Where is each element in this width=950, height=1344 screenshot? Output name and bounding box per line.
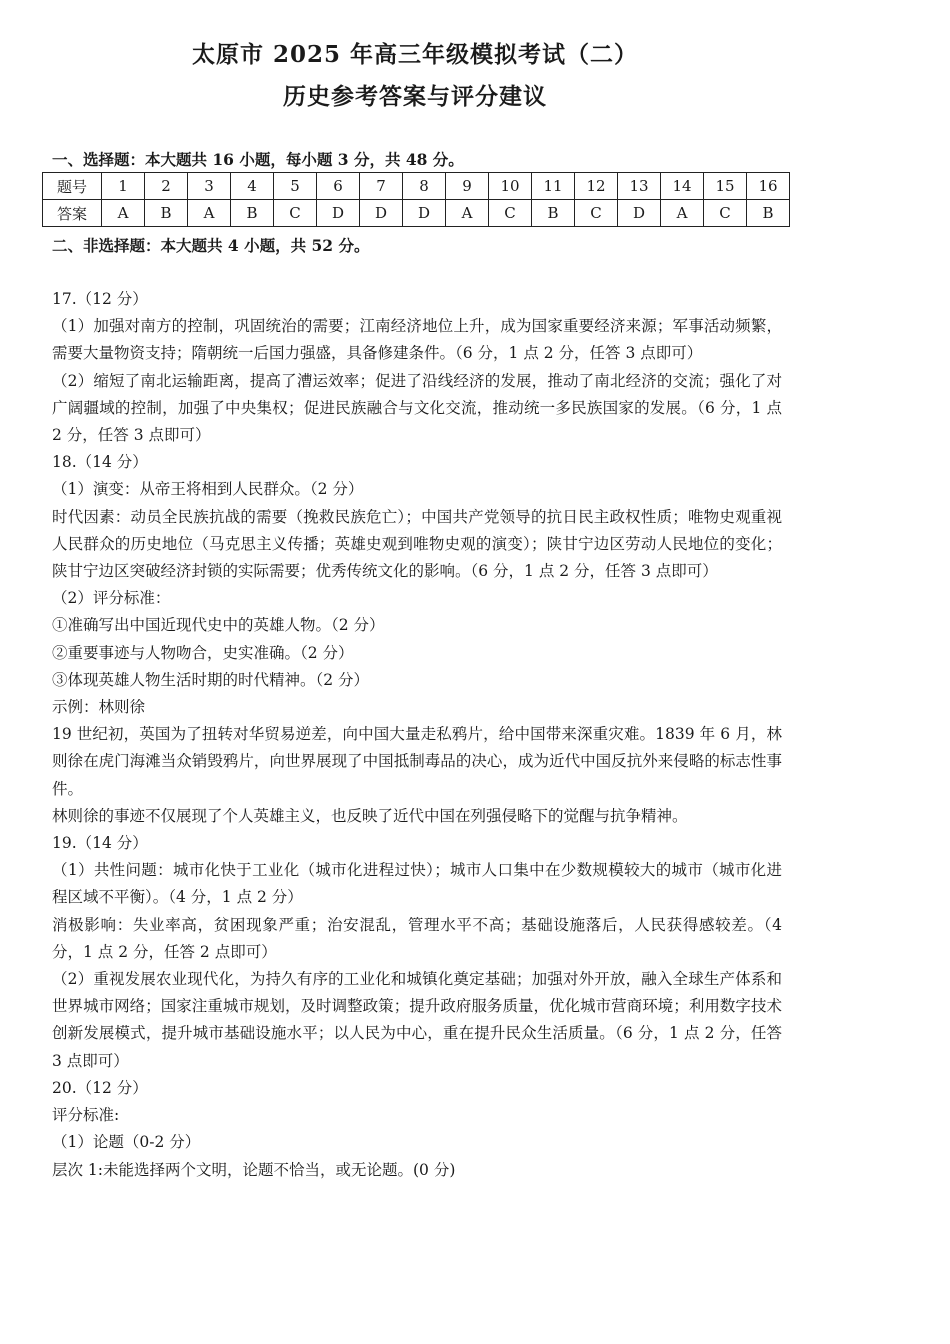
answer-cell: A	[188, 200, 231, 227]
answer-paragraph: 层次 1:未能选择两个文明，论题不恰当，或无论题。(0 分)	[52, 1160, 456, 1179]
question-number-cell: 15	[704, 173, 747, 200]
answer-cell: D	[618, 200, 661, 227]
answer-table	[42, 172, 790, 227]
answer-cell: A	[446, 200, 489, 227]
question-number-cell: 5	[274, 173, 317, 200]
answer-cell: B	[145, 200, 188, 227]
page-subtitle: 历史参考答案与评分建议	[283, 83, 547, 110]
answer-cell: B	[532, 200, 575, 227]
question-number-cell: 13	[618, 173, 661, 200]
answer-paragraph: 20.（12 分）	[52, 1078, 148, 1097]
answer-cell: D	[317, 200, 360, 227]
answer-cell: C	[704, 200, 747, 227]
question-number-cell: 11	[532, 173, 575, 200]
question-number-cell: 12	[575, 173, 618, 200]
answer-row	[43, 200, 790, 227]
answer-cell: B	[231, 200, 274, 227]
answer-cell: C	[575, 200, 618, 227]
answer-cell: C	[274, 200, 317, 227]
answer-paragraph: 19 世纪初，英国为了扭转对华贸易逆差，向中国大量走私鸦片，给中国带来深重灾难。1839 年 6 月，林则徐在虎门海滩当众销毁鸦片，向世界展现了中国抵制毒品的决心，成为近代中国反抗外来侵略的标志性事件。	[52, 725, 782, 798]
answer-label: 答案	[43, 200, 102, 227]
question-number-row	[43, 173, 790, 200]
answer-paragraph: ①准确写出中国近现代史中的英雄人物。（2 分）	[52, 616, 385, 635]
answer-paragraph: （1）演变：从帝王将相到人民群众。（2 分）	[52, 480, 364, 499]
answer-paragraph: （1）论题（0-2 分）	[52, 1133, 201, 1152]
question-number-cell: 4	[231, 173, 274, 200]
answer-cell: B	[747, 200, 790, 227]
answer-cell: D	[360, 200, 403, 227]
answer-cell: A	[102, 200, 145, 227]
answer-paragraph: 19.（14 分）	[52, 834, 148, 853]
answer-paragraph: （1）加强对南方的控制，巩固统治的需要；江南经济地位上升，成为国家重要经济来源；军事活动频繁，需要大量物资支持；隋朝统一后国力强盛，具备修建条件。（6 分，1 点 2 分，任答 3 点即可）	[52, 317, 782, 363]
answer-paragraph: （1）共性问题：城市化快于工业化（城市化进程过快）；城市人口集中在少数规模较大的城市（城市化进程区域不平衡）。（4 分，1 点 2 分）	[52, 861, 782, 907]
question-number-cell: 6	[317, 173, 360, 200]
answer-paragraph: （2）评分标准：	[52, 589, 171, 608]
question-number-cell: 7	[360, 173, 403, 200]
answer-paragraph: ③体现英雄人物生活时期的时代精神。（2 分）	[52, 670, 370, 689]
question-number-cell: 10	[489, 173, 532, 200]
answer-cell: A	[661, 200, 704, 227]
question-number-cell: 14	[661, 173, 704, 200]
answer-paragraph: 18.（14 分）	[52, 453, 148, 472]
answer-paragraph: ②重要事迹与人物吻合，史实准确。（2 分）	[52, 643, 354, 662]
question-number-cell: 8	[403, 173, 446, 200]
page-title: 太原市 2025 年高三年级模拟考试（二）	[191, 41, 639, 68]
answer-cell: D	[403, 200, 446, 227]
answer-body	[52, 286, 782, 1184]
answer-paragraph: 评分标准:	[52, 1106, 120, 1125]
question-number-cell: 16	[747, 173, 790, 200]
answer-paragraph: 时代因素：动员全民族抗战的需要（挽救民族危亡）；中国共产党领导的抗日民主政权性质；唯物史观重视人民群众的历史地位（马克思主义传播；英雄史观到唯物史观的演变）；陕甘宁边区劳动人民地位的变化；陕甘宁边区突破经济封锁的实际需要；优秀传统文化的影响。（6 分，1 点 2 分，任答 3 点即可）	[52, 507, 782, 581]
answer-paragraph: 示例：林则徐	[52, 698, 146, 717]
question-number-label: 题号	[43, 173, 102, 200]
part-one-heading: 一、选择题：本大题共 16 小题，每小题 3 分，共 48 分。	[52, 150, 464, 169]
answer-paragraph: （2）缩短了南北运输距离，提高了漕运效率；促进了沿线经济的发展，推动了南北经济的交流；强化了对广阔疆域的控制，加强了中央集权；促进民族融合与文化交流，推动统一多民族国家的发展。（6 分，1 点 2 分，任答 3 点即可）	[52, 371, 782, 445]
part-two-heading: 二、非选择题：本大题共 4 小题，共 52 分。	[52, 236, 370, 255]
question-number-cell: 3	[188, 173, 231, 200]
answer-paragraph: 17.（12 分）	[52, 290, 148, 308]
answer-cell: C	[489, 200, 532, 227]
question-number-cell: 2	[145, 173, 188, 200]
answer-paragraph: （2）重视发展农业现代化，为持久有序的工业化和城镇化奠定基础；加强对外开放，融入全球生产体系和世界城市网络；国家注重城市规划，及时调整政策；提升政府服务质量，优化城市营商环境；利用数字技术创新发展模式，提升城市基础设施水平；以人民为中心，重在提升民众生活质量。（6 分，1 点 2 分，任答 3 点即可）	[52, 970, 782, 1070]
answer-paragraph: 消极影响：失业率高，贫困现象严重；治安混乱，管理水平不高；基础设施落后，人民获得感较差。（4 分，1 点 2 分，任答 2 点即可）	[52, 915, 782, 961]
answer-paragraph: 林则徐的事迹不仅展现了个人英雄主义，也反映了近代中国在列强侵略下的觉醒与抗争精神。	[52, 806, 688, 825]
question-number-cell: 9	[446, 173, 489, 200]
question-number-cell: 1	[102, 173, 145, 200]
